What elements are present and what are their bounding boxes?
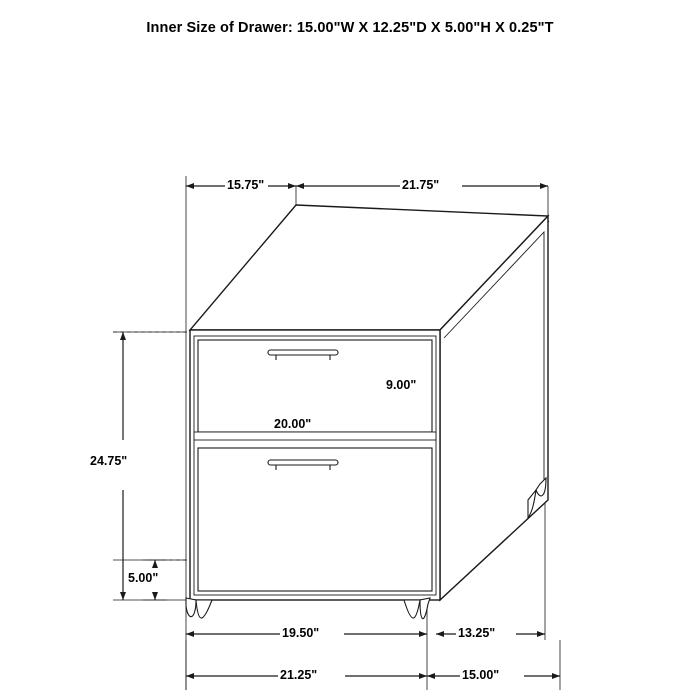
dimension-label-bottom-overall-side: 15.00" [462, 668, 500, 682]
dimension-label-drawer-height: 9.00" [386, 378, 417, 392]
dimension-label-leg-height: 5.00" [128, 571, 159, 585]
dimension-label-top-left: 15.75" [227, 178, 265, 192]
dimension-label-bottom-overall-front: 21.25" [280, 668, 318, 682]
dimension-label-top-right: 21.75" [402, 178, 440, 192]
page-title: Inner Size of Drawer: 15.00"W X 12.25"D X 5.00"H X 0.25"T [146, 20, 554, 36]
dimension-label-drawer-width: 20.00" [274, 417, 312, 431]
dimension-label-bottom-front: 19.50" [282, 626, 320, 640]
dimension-label-bottom-side: 13.25" [458, 626, 496, 640]
dimension-label-total-height: 24.75" [90, 454, 128, 468]
